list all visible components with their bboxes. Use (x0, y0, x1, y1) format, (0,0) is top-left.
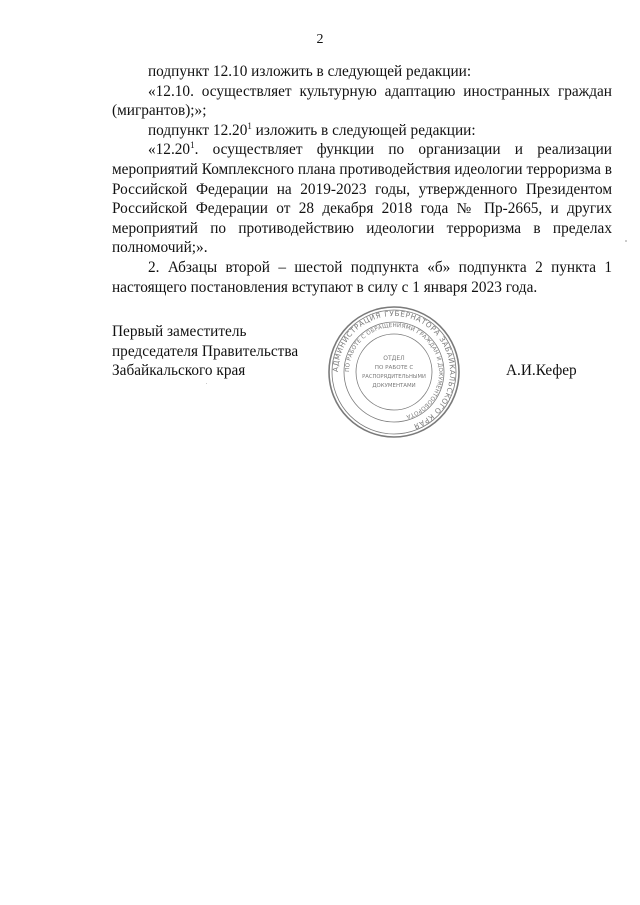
paragraph-5: 2. Абзацы второй – шестой подпункта «б» подпункта 2 пункта 1 настоящего постановления вступают в силу с 1 января 2023 года. (112, 258, 612, 296)
paragraph-3-end: изложить в следующей редакции: (251, 121, 476, 139)
stamp-seal (326, 304, 462, 440)
superscript: 1 (247, 120, 252, 131)
stamp-center-text: ДОКУМЕНТАМИ (372, 383, 416, 389)
signer-title-line: председателя Правительства (112, 342, 299, 360)
paragraph-1: подпункт 12.10 изложить в следующей редакции: (148, 63, 472, 80)
stamp-inner-ring (356, 334, 432, 410)
paragraph-2: «12.10. осуществляет культурную адаптацию иностранных граждан (мигрантов);»; (112, 82, 612, 120)
svg-text:ПО РАБОТЕ С ОБРАЩЕНИЯМИ ГРАЖДА (345, 323, 443, 419)
paragraph-4-start: «12.20 (148, 141, 191, 159)
signer-title-line: Первый заместитель (112, 323, 247, 340)
official-stamp (326, 304, 462, 440)
document-body (112, 62, 612, 297)
paragraph-4-end: . осуществляет функции по организации и реализации мероприятий Комплексного плана противодействия идеологии терроризма в Российской Федерации на 2019-2023 годы, утвержденного Президентом Российской Федерации от 28 декабря 2018 года № Пр-2665, и других мероприятий по противодействию идеологии терроризма в пределах полномочий;». (112, 141, 612, 257)
stamp-center-text: ПО РАБОТЕ С (374, 365, 414, 371)
scan-speck (625, 240, 627, 242)
page-number: 2 (316, 32, 324, 47)
signer-title-line: Забайкальского края (112, 362, 246, 380)
signer-name: А.И.Кефер (506, 362, 577, 379)
stamp-center-text: ОТДЕЛ (383, 355, 405, 362)
paragraph-3-start: подпункт 12.20 (148, 121, 248, 139)
paragraph-3 (112, 121, 612, 141)
stamp-middle-ring (344, 322, 444, 422)
scan-speck (206, 383, 207, 384)
superscript: 1 (190, 140, 195, 151)
stamp-outer-text: АДМИНИСТРАЦИЯ ГУБЕРНАТОРА ЗАБАЙКАЛЬСКОГО КРАЯ (330, 308, 458, 432)
paragraph-4 (112, 140, 612, 258)
signer-title (112, 322, 352, 381)
stamp-inner-text: ПО РАБОТЕ С ОБРАЩЕНИЯМИ ГРАЖДАН И ДОКУМЕНТООБОРОТА (344, 322, 444, 420)
stamp-center-text: РАСПОРЯДИТЕЛЬНЫМИ (362, 374, 426, 380)
